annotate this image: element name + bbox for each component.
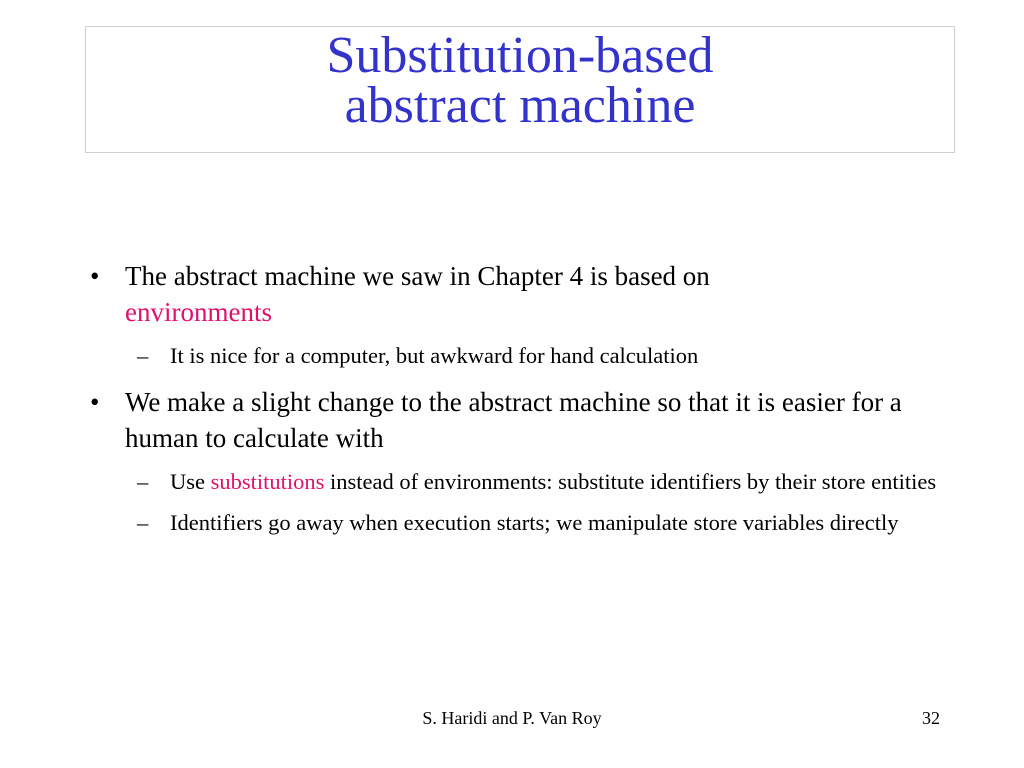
dash-marker: – — [137, 510, 149, 535]
dash-marker: – — [137, 343, 149, 368]
page-number: 32 — [922, 708, 940, 728]
sub-bullet-item — [90, 466, 950, 497]
emphasized-term: environments — [125, 297, 272, 327]
sub-bullet-text: Identifiers go away when execution starts; we manipulate store variables directly — [170, 510, 899, 535]
emphasized-term: substitutions — [210, 469, 325, 494]
bullet-marker: • — [90, 261, 100, 291]
slide-body — [90, 258, 950, 543]
sub-bullet-text-before: Use — [170, 469, 211, 494]
slide-title-line-2: abstract machine — [344, 77, 696, 134]
bullet-marker: • — [90, 387, 100, 417]
slide-title-line-1: Substitution-based — [326, 27, 714, 84]
dash-marker: – — [137, 469, 149, 494]
bullet-text: The abstract machine we saw in Chapter 4 is based on — [125, 261, 710, 291]
bullet-item — [90, 258, 950, 330]
sub-bullet-item — [90, 507, 950, 538]
bullet-text: We make a slight change to the abstract machine so that it is easier for a human to calculate with — [125, 387, 902, 453]
sub-bullet-item — [90, 340, 950, 371]
footer-author: S. Haridi and P. Van Roy — [422, 708, 602, 728]
slide-title-box — [85, 26, 955, 153]
sub-bullet-text-after: instead of environments: substitute identifiers by their store entities — [324, 469, 937, 494]
bullet-item — [90, 384, 950, 456]
sub-bullet-text: It is nice for a computer, but awkward for hand calculation — [170, 343, 699, 368]
